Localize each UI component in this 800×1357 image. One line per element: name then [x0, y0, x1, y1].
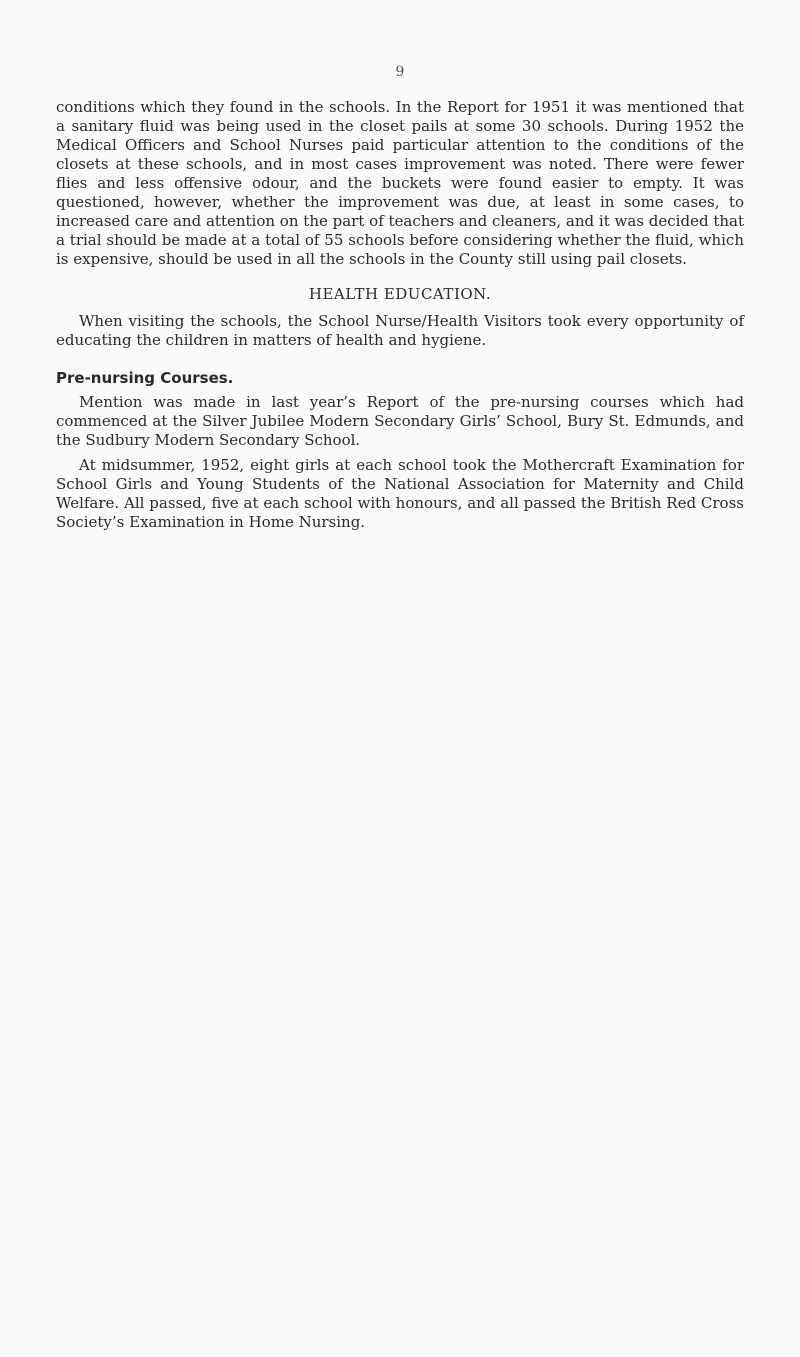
page-content — [56, 98, 744, 532]
pre-nursing-paragraph-1: Mention was made in last year’s Report of the pre-nursing courses which had commenced at the Silver Jubilee Modern Secondary Girls’ School, Bury St. Edmunds, and the Sudbury Modern Secondary School. — [56, 393, 744, 449]
pre-nursing-heading: Pre-nursing Courses. — [56, 369, 234, 387]
page-number: 9 — [395, 64, 405, 80]
pre-nursing-paragraph-2: At midsummer, 1952, eight girls at each school took the Mothercraft Examination for School Girls and Young Students of the National Association for Maternity and Child Welfare. All passed, five at each school with honours, and all passed the British Red Cross Society’s Examination in Home Nursing. — [56, 456, 744, 531]
health-education-paragraph: When visiting the schools, the School Nurse/Health Visitors took every opportunity of educating the children in matters of health and hygiene. — [56, 312, 744, 349]
intro-paragraph: conditions which they found in the schools. In the Report for 1951 it was mentioned that a sanitary fluid was being used in the closet pails at some 30 schools. During 1952 the Medical Officers and School Nurses paid particular attention to the conditions of the closets at these schools, and in most cases improvement was noted. There were fewer flies and less offensive odour, and the buckets were found easier to empty. It was questioned, however, whether the improvement was due, at least in some cases, to increased care and attention on the part of teachers and cleaners, and it was decided that a trial should be made at a total of 55 schools before considering whether the fluid, which is expensive, should be used in all the schools in the County still using pail closets. — [56, 98, 744, 268]
health-education-heading: HEALTH EDUCATION. — [308, 285, 492, 303]
